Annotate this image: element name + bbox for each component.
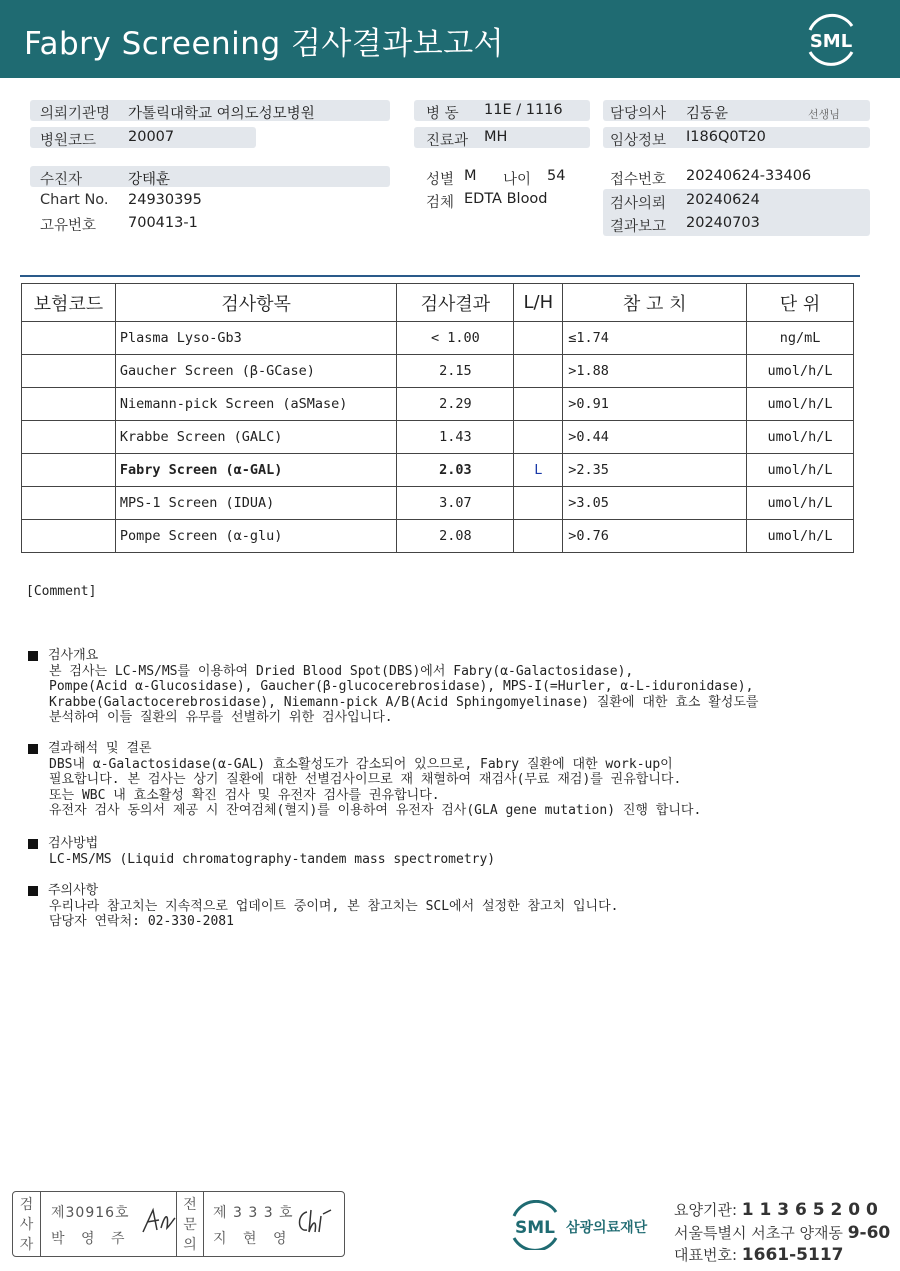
col-header-code: 보험코드: [22, 284, 116, 322]
request-value: 20240624: [686, 192, 760, 208]
cell-result: 2.08: [397, 520, 514, 553]
cell-item: Niemann-pick Screen (aSMase): [115, 388, 397, 421]
bullet-square-icon: [28, 744, 38, 754]
col-header-unit: 단 위: [747, 284, 854, 322]
cell-lh: [514, 355, 563, 388]
section-body: DBS내 α-Galactosidase(α-GAL) 효소활성도가 감소되어 있으므로, Fabry 질환에 대한 work-up이 필요합니다. 본 검사는 상기 질환에 대한 선별검사이므로 재 채혈하여 재검사(무료 재검)를 권유합니다. 또는 WBC 내 효소활성 확진 검사 및 유전자 검사를 권유합니다. 유전자 검사 동의서 제공 시 잔여검체(혈지)를 이용하여 유전자 검사(GLA gene mutation) 진행 합니다.: [49, 756, 702, 818]
bullet-square-icon: [28, 651, 38, 661]
footer-logo-text: SML: [515, 1218, 555, 1238]
cell-unit: umol/h/L: [747, 454, 854, 487]
section-body: 우리나라 참고치는 지속적으로 업데이트 중이며, 본 참고치는 SCL에서 설정한 참고치 입니다. 담당자 연락처: 02-330-2081: [49, 898, 619, 929]
receipt-label: 접수번호: [610, 172, 667, 188]
specialist-signature-icon: [293, 1206, 333, 1236]
doctor-value: 김동윤: [686, 106, 729, 122]
sml-logo-icon: [802, 12, 860, 66]
specialist-label: 전 문 의: [176, 1192, 204, 1256]
table-header-row: [22, 284, 854, 322]
facility-code: [674, 1199, 878, 1220]
patient-value: 강태훈: [128, 172, 171, 188]
receipt-value: 20240624-33406: [686, 168, 812, 184]
facility-code-label: 요양기관:: [674, 1201, 738, 1219]
chart-label: Chart No.: [40, 192, 109, 208]
phone-value: 1661-5117: [741, 1245, 844, 1265]
report-label: 결과보고: [610, 219, 667, 235]
section-body: 본 검사는 LC-MS/MS를 이용하여 Dried Blood Spot(DBS)에서 Fabry(α-Galactosidase), Pompe(Acid α-Glucosidase), Gaucher(β-glucocerebrosidase), MPS-I(=Hurler, α-L-iduronidase), Krabbe(Galactocerebrosidase), Niemann-pick A/B(Acid Sphingomyelinase) 질환에 대한 효소 활성도를 분석하여 이들 질환의 유무를 선별하기 위한 검사입니다.: [49, 663, 759, 725]
age-label: 나이: [503, 172, 532, 188]
dept-value: MH: [484, 129, 508, 145]
col-header-item: 검사항목: [115, 284, 397, 322]
specimen-value: EDTA Blood: [464, 191, 548, 207]
table-row: [22, 355, 854, 388]
cell-lh: [514, 487, 563, 520]
dept-label: 진료과: [426, 133, 469, 149]
hospital-code-value: 20007: [128, 129, 175, 145]
phone: [674, 1244, 843, 1265]
section-overview: [28, 648, 758, 726]
cell-unit: umol/h/L: [747, 520, 854, 553]
doctor-suffix: 선생님: [808, 108, 840, 121]
chart-value: 24930395: [128, 192, 202, 208]
cell-ref: >0.91: [563, 388, 747, 421]
section-title: 검사방법: [48, 836, 99, 851]
specialist-name: 지 현 영: [213, 1231, 293, 1247]
examiner-label: 검 사 자: [13, 1192, 41, 1256]
phone-label: 대표번호:: [674, 1246, 738, 1264]
table-row: [22, 322, 854, 355]
cell-unit: umol/h/L: [747, 388, 854, 421]
cell-item: Plasma Lyso-Gb3: [115, 322, 397, 355]
address-number: 9-60: [847, 1223, 891, 1243]
examiner-license: 제30916호: [51, 1205, 130, 1221]
cell-result: 2.29: [397, 388, 514, 421]
bullet-square-icon: [28, 839, 38, 849]
divider-line: [20, 275, 860, 277]
table-row-flagged: [22, 454, 854, 487]
cell-ref: >1.88: [563, 355, 747, 388]
cell-code: [22, 454, 116, 487]
cell-unit: umol/h/L: [747, 487, 854, 520]
table-row: [22, 388, 854, 421]
patient-label: 수진자: [40, 172, 83, 188]
cell-result: 3.07: [397, 487, 514, 520]
cell-lh: [514, 421, 563, 454]
col-header-ref: 참 고 치: [563, 284, 747, 322]
clinical-value: I186Q0T20: [686, 129, 766, 145]
hospital-code-label: 병원코드: [40, 133, 97, 149]
specimen-label: 검체: [426, 195, 455, 211]
facility-code-value: 1 1 3 6 5 2 0 0: [741, 1200, 878, 1220]
address-text: 서울특별시 서초구 양재동: [674, 1224, 843, 1242]
cell-ref: >0.44: [563, 421, 747, 454]
report-header: [0, 0, 900, 78]
logo-text: SML: [809, 31, 853, 52]
cell-ref: >3.05: [563, 487, 747, 520]
cell-code: [22, 355, 116, 388]
table-row: [22, 487, 854, 520]
patient-bar: [30, 166, 390, 187]
report-title: Fabry Screening 검사결과보고서: [24, 26, 505, 62]
request-label: 검사의뢰: [610, 196, 667, 212]
cell-result: < 1.00: [397, 322, 514, 355]
cell-result: 1.43: [397, 421, 514, 454]
unique-value: 700413-1: [128, 215, 198, 231]
cell-ref: >2.35: [563, 454, 747, 487]
cell-lh: [514, 388, 563, 421]
examiner-signature-icon: [141, 1206, 177, 1236]
clinical-label: 임상정보: [610, 133, 667, 149]
ward-label: 병 동: [426, 106, 459, 122]
cell-code: [22, 322, 116, 355]
cell-unit: umol/h/L: [747, 355, 854, 388]
cell-result: 2.03: [397, 454, 514, 487]
report-value: 20240703: [686, 215, 760, 231]
cell-result: 2.15: [397, 355, 514, 388]
examiner-name: 박 영 주: [51, 1231, 131, 1247]
cell-item: Gaucher Screen (β-GCase): [115, 355, 397, 388]
col-header-result: 검사결과: [397, 284, 514, 322]
sex-value: M: [464, 168, 477, 184]
sml-footer-logo-icon: [510, 1200, 660, 1250]
address: [674, 1222, 890, 1243]
cell-item: MPS-1 Screen (IDUA): [115, 487, 397, 520]
doctor-label: 담당의사: [610, 106, 667, 122]
col-header-lh: L/H: [514, 284, 563, 322]
unique-label: 고유번호: [40, 218, 97, 234]
cell-code: [22, 388, 116, 421]
specialist-license: 제 3 3 3 호: [213, 1205, 294, 1221]
table-row: [22, 520, 854, 553]
section-title: 주의사항: [48, 883, 99, 898]
section-body: LC-MS/MS (Liquid chromatography-tandem mass spectrometry): [49, 851, 496, 867]
cell-ref: >0.76: [563, 520, 747, 553]
cell-item: Fabry Screen (α-GAL): [115, 454, 397, 487]
cell-code: [22, 520, 116, 553]
cell-lh: [514, 322, 563, 355]
cell-code: [22, 421, 116, 454]
cell-code: [22, 487, 116, 520]
section-title: 검사개요: [48, 648, 99, 663]
section-method: [28, 836, 495, 867]
cell-item: Pompe Screen (α-glu): [115, 520, 397, 553]
cell-unit: ng/mL: [747, 322, 854, 355]
cell-lh: [514, 520, 563, 553]
sex-label: 성별: [426, 172, 455, 188]
signature-box: [12, 1191, 345, 1257]
org-name: 삼광의료재단: [566, 1220, 648, 1236]
cell-item: Krabbe Screen (GALC): [115, 421, 397, 454]
section-title: 결과해석 및 결론: [48, 741, 152, 756]
section-interpretation: [28, 741, 701, 819]
results-table: [21, 283, 854, 553]
institution-value: 가톨릭대학교 여의도성모병원: [128, 106, 315, 122]
section-notes: [28, 883, 619, 930]
age-value: 54: [547, 168, 566, 184]
cell-ref: ≤1.74: [563, 322, 747, 355]
institution-label: 의뢰기관명: [40, 106, 111, 122]
ward-value: 11E / 1116: [484, 102, 563, 118]
comment-label: [Comment]: [26, 584, 97, 599]
table-row: [22, 421, 854, 454]
cell-unit: umol/h/L: [747, 421, 854, 454]
bullet-square-icon: [28, 886, 38, 896]
cell-lh-low-flag: L: [514, 454, 563, 487]
